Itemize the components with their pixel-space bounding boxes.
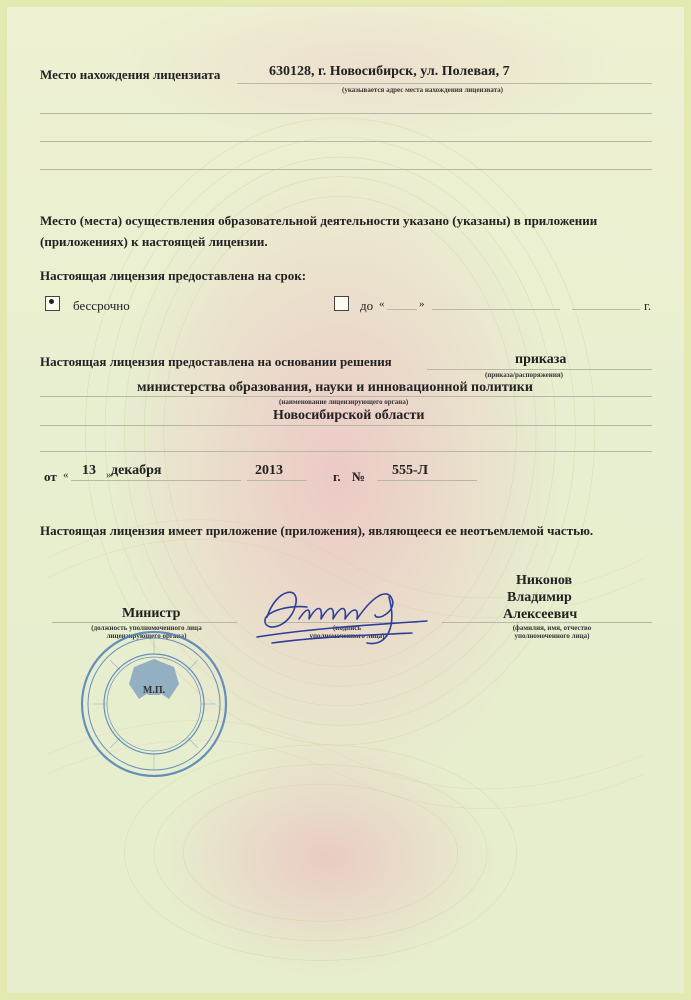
date-month-line: [111, 480, 241, 481]
date-year-suffix: г.: [333, 469, 341, 484]
authority-caption: (наименование лицензирующего органа): [279, 398, 409, 406]
activity-place-line1: Место (места) осуществления образовательной деятельности указано (указаны) в приложении: [40, 213, 598, 228]
blank-line: [40, 141, 652, 142]
until-month-line: [432, 309, 560, 310]
appendix-text: Настоящая лицензия имеет приложение (приложения), являющееся ее неотъемлемой частью.: [40, 523, 594, 538]
order-number-line: [377, 480, 477, 481]
position-caption-line1: (должность уполномоченного лица: [91, 624, 202, 632]
signer-last-name: Никонов: [516, 573, 573, 588]
unlimited-label: бессрочно: [73, 298, 130, 313]
address-underline: [237, 83, 652, 84]
checked-mark-icon: [49, 299, 54, 304]
blank-line: [40, 113, 652, 114]
signer-first-name: Владимир: [507, 590, 572, 605]
decision-caption: (приказа/распоряжения): [485, 371, 563, 379]
decision-type: приказа: [515, 352, 567, 367]
until-year-line: [572, 309, 640, 310]
blank-line: [40, 169, 652, 170]
until-quote-close: »: [419, 298, 425, 310]
date-quote-open: «: [63, 469, 69, 481]
address-caption: (указывается адрес места нахождения лицензиата): [342, 86, 503, 94]
stamp-seal-icon: [79, 629, 229, 779]
position-underline: [52, 622, 237, 623]
address-value: 630128, г. Новосибирск, ул. Полевая, 7: [269, 64, 510, 79]
name-caption: [477, 624, 627, 640]
signer-position: Министр: [122, 606, 181, 621]
blank-line: [40, 451, 652, 452]
authority-underline: [40, 396, 652, 397]
decision-underline: [427, 369, 652, 370]
signature-caption-line1: (подпись: [332, 624, 362, 632]
until-day-line: [387, 309, 417, 310]
date-year-line: [247, 480, 307, 481]
authority-line2: Новосибирской области: [273, 408, 425, 423]
signer-patronymic: Алексеевич: [503, 607, 578, 622]
stamp-label: М.П.: [142, 685, 166, 696]
unlimited-checkbox[interactable]: [45, 296, 60, 311]
handwritten-signature: [247, 577, 437, 652]
date-day-line: [71, 480, 111, 481]
name-underline: [442, 622, 652, 623]
date-quote-close: »: [106, 469, 112, 481]
name-caption-line2: уполномоченного лица): [514, 632, 590, 640]
number-sign: №: [352, 469, 366, 484]
until-year-suffix: г.: [644, 298, 652, 313]
basis-heading: Настоящая лицензия предоставлена на основании решения: [40, 354, 392, 369]
order-number: 555-Л: [392, 463, 429, 478]
activity-place-line2: (приложениях) к настоящей лицензии.: [40, 234, 268, 249]
position-caption-line2: лицензирующего органа): [106, 632, 187, 640]
date-from-label: от: [44, 469, 57, 484]
until-label: до: [360, 298, 374, 313]
guilloche-background: [7, 7, 684, 993]
signature-caption-line2: уполномоченного лица): [309, 632, 385, 640]
authority-underline-2: [40, 425, 652, 426]
date-month: декабря: [111, 463, 162, 478]
official-stamp: [79, 629, 229, 779]
until-checkbox[interactable]: [334, 296, 349, 311]
authority-line1: министерства образования, науки и инновационной политики: [137, 380, 533, 395]
date-year: 2013: [255, 463, 283, 478]
address-label: Место нахождения лицензиата: [40, 67, 221, 82]
until-quote-open: «: [379, 298, 385, 310]
term-heading: Настоящая лицензия предоставлена на срок:: [40, 268, 307, 283]
name-caption-line1: (фамилия, имя, отчество: [512, 624, 592, 632]
date-day: 13: [82, 463, 96, 478]
